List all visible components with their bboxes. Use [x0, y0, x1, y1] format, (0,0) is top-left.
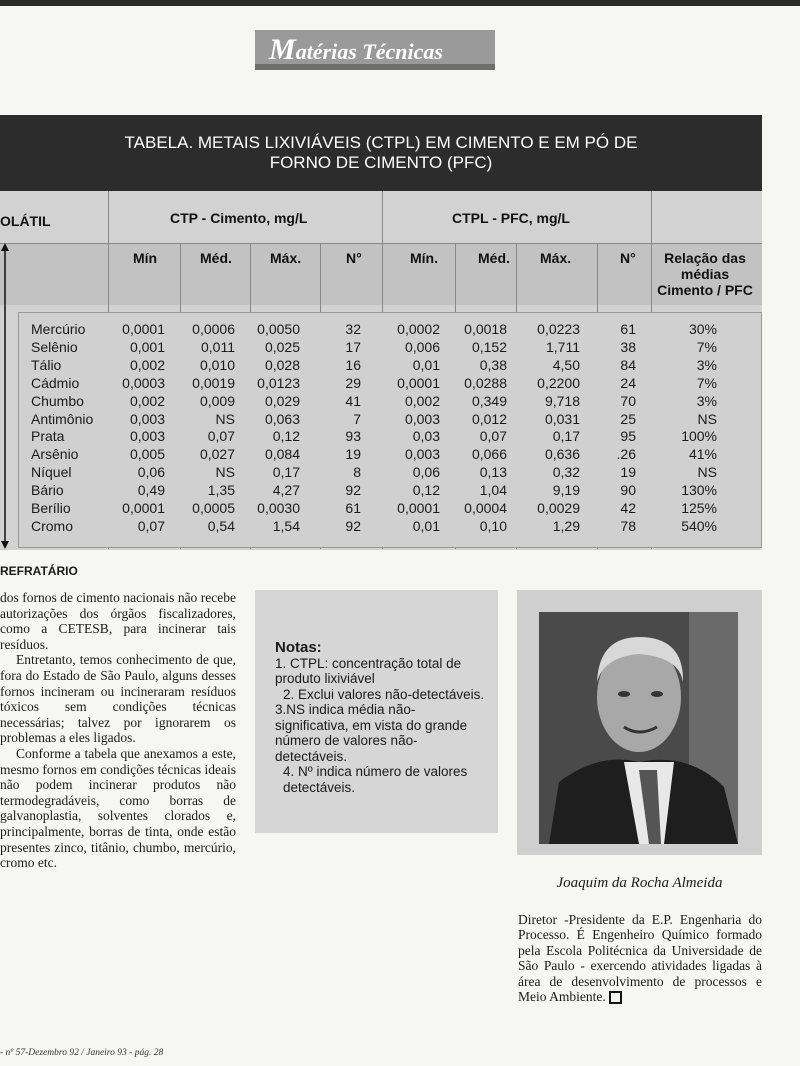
section-tag	[255, 30, 495, 70]
author-photo	[539, 612, 738, 844]
table-cell: 24	[620, 374, 636, 391]
metal-name: Selênio	[31, 338, 78, 355]
table-cell: 0,0006	[192, 321, 235, 337]
table-cell: 61	[620, 321, 636, 337]
table-cell: 7%	[696, 338, 717, 355]
table-cell: 0,009	[199, 392, 235, 409]
article-paragraph: dos fornos de cimento nacionais não recebe autorizações dos órgãos fiscalizadores, como a CETESB, para incinerar tais resíduos.	[0, 590, 236, 652]
author-bio	[518, 912, 762, 1004]
note-3: 3.NS indica média não-significativa, em vista do grande número de valores não-detectáveis.	[275, 702, 468, 764]
table-cell: 95	[620, 428, 636, 445]
table-cell: 1,29	[552, 517, 580, 534]
table-cell: 0,01	[412, 356, 440, 373]
table-row	[0, 482, 762, 500]
table-cell: 0,011	[201, 338, 235, 355]
table-cell: 1,35	[207, 482, 235, 499]
col-header-ratio: Relação das médias Cimento / PFC	[657, 250, 753, 298]
table-cell: 9,718	[544, 392, 580, 409]
section-tag-initial: M	[269, 33, 296, 66]
article-paragraph: Entretanto, temos conhecimento de que, fora do Estado de São Paulo, alguns desses fornos incineram ou incineraram resíduos tóxicos sem condições técnicas necessárias; talvez por ignorarem os problemas a eles ligados.	[0, 652, 236, 746]
table-cell: 0,10	[479, 517, 507, 534]
table-cell: 92	[345, 517, 361, 534]
metal-name: Tálio	[31, 356, 62, 373]
table-cell: 8	[353, 464, 361, 481]
table-cell: 0,005	[129, 446, 165, 463]
table-cell: 61	[345, 500, 361, 516]
table-cell: 29	[345, 374, 361, 391]
table-row	[0, 339, 762, 357]
table-cell: 0,0001	[122, 500, 165, 516]
metal-name: Cromo	[31, 517, 74, 534]
table-cell: 19	[345, 446, 361, 463]
table-cell: .26	[616, 446, 636, 463]
table-cell: 0,0123	[257, 374, 300, 391]
table-cell: 0,0029	[537, 500, 580, 516]
article-body	[0, 590, 236, 871]
note-2: 2. Exclui valores não-detectáveis.	[283, 686, 485, 702]
table-cell: 7%	[696, 374, 717, 391]
table-cell: 0,03	[412, 428, 440, 445]
table-cell: 1,54	[272, 517, 300, 534]
table-cell: 19	[620, 464, 636, 481]
table-cell: 0,084	[264, 446, 300, 463]
table-cell: NS	[215, 464, 235, 481]
table-cell: 0,002	[129, 356, 165, 373]
table-cell: 70	[620, 392, 636, 409]
table-cell: 0,003	[404, 446, 440, 463]
table-cell: 0,01	[412, 517, 440, 534]
table-cell: 0,12	[412, 482, 440, 499]
table-cell: 0,152	[471, 338, 507, 355]
table-cell: 0,0223	[537, 321, 580, 337]
table-cell: 0,0005	[192, 500, 235, 516]
table-cell: 540%	[681, 517, 717, 534]
table-cell: 0,029	[264, 392, 300, 409]
table-cell: NS	[215, 410, 235, 427]
left-header: OLÁTIL	[0, 213, 51, 229]
table-cell: 0,0004	[464, 500, 507, 516]
table-cell: 0,0050	[257, 321, 300, 337]
table-title	[0, 115, 762, 191]
table-row	[0, 428, 762, 446]
table-cell: 3%	[696, 356, 717, 373]
table-cell: 0,006	[404, 338, 440, 355]
table-cell: 4,27	[272, 482, 300, 499]
table-cell: 0,13	[479, 464, 507, 481]
table-cell: 16	[345, 356, 361, 373]
table-cell: 0,0018	[464, 321, 507, 337]
table-cell: NS	[697, 410, 717, 427]
col-header-min-1: Mín	[133, 250, 158, 266]
table-cell: 0,0001	[397, 374, 440, 391]
article-paragraph: Conforme a tabela que anexamos a este, mesmo fornos em condições técnicas ideais não podem incinerar produtos não termodegradáveis, como borras de galvanoplastia, solventes clorados e, principalmente, borras de tinta, onde estão presentes zinco, titânio, chumbo, mercúrio, cromo etc.	[0, 745, 236, 871]
table-cell: 41	[345, 392, 361, 409]
table-cell: 0,002	[404, 392, 440, 409]
col-header-max-1: Máx.	[270, 250, 302, 266]
table-cell: 0,002	[129, 392, 165, 409]
table-row	[0, 446, 762, 464]
author-bio-text: Diretor -Presidente da E.P. Engenharia do Processo. É Engenheiro Químico formado pela Escola Politécnica da Universidade de São Paulo - exercendo atividades ligadas à área de desenvolvimento de processos e Meio Ambiente.	[518, 912, 762, 1005]
metal-name: Bário	[31, 482, 64, 499]
table-cell: 9,19	[552, 482, 580, 499]
table-cell: 30%	[688, 321, 717, 337]
notes-box	[255, 590, 498, 833]
col-header-max-2: Máx.	[540, 250, 572, 266]
table-cell: 0,07	[207, 428, 235, 445]
note-1: 1. CTPL: concentração total de produto lixiviável	[275, 655, 462, 686]
table-cell: 0,54	[207, 517, 235, 534]
table-cell: 0,17	[552, 428, 580, 445]
table-cell: 78	[620, 517, 636, 534]
table-cell: 0,06	[412, 464, 440, 481]
table-cell: 0,001	[129, 338, 165, 355]
table-cell: 25	[620, 410, 636, 427]
table-cell: 0,06	[137, 464, 165, 481]
notes-title: Notas:	[275, 639, 322, 656]
table-cell: 0,0001	[122, 321, 165, 337]
table-cell: 0,0003	[122, 374, 165, 391]
metal-name: Arsênio	[31, 446, 79, 463]
table-cell: 90	[620, 482, 636, 499]
table-cell: 0,0030	[257, 500, 300, 516]
table-cell: 4,50	[552, 356, 580, 373]
table-cell: 0,027	[199, 446, 235, 463]
metal-name: Prata	[31, 428, 65, 445]
table-row	[0, 500, 762, 518]
group-header-pfc: CTPL - PFC, mg/L	[452, 210, 570, 226]
article-subheading: REFRATÁRIO	[0, 564, 78, 578]
col-header-n-1: N°	[346, 250, 362, 266]
table-row	[0, 393, 762, 411]
table-cell: NS	[697, 464, 717, 481]
table-cell: 0,025	[264, 338, 300, 355]
table-cell: 125%	[681, 500, 717, 516]
table-row	[0, 375, 762, 393]
table-cell: 0,0001	[397, 500, 440, 516]
table-cell: 0,49	[137, 482, 165, 499]
table-cell: 0,003	[129, 428, 165, 445]
col-header-min-2: Mín.	[410, 250, 438, 266]
table-cell: 0,0288	[464, 374, 507, 391]
table-cell: 93	[345, 428, 361, 445]
table-cell: 0,063	[264, 410, 300, 427]
metal-name: Berílio	[31, 500, 71, 516]
top-border	[0, 0, 800, 6]
author-name: Joaquim da Rocha Almeida	[556, 875, 723, 891]
col-header-n-2: N°	[620, 250, 636, 266]
table-row	[0, 518, 762, 536]
table-cell: 92	[345, 482, 361, 499]
table-cell: 0,031	[544, 410, 580, 427]
table-cell: 42	[620, 500, 636, 516]
table-cell: 0,17	[272, 464, 300, 481]
table-cell: 100%	[681, 428, 717, 445]
table-cell: 0,38	[479, 356, 507, 373]
column-header-band	[0, 243, 762, 305]
table-cell: 1,04	[479, 482, 507, 499]
table-cell: 0,003	[404, 410, 440, 427]
table-cell: 0,003	[129, 410, 165, 427]
table-cell: 38	[620, 338, 636, 355]
table-row	[0, 321, 762, 339]
table-cell: 0,12	[272, 428, 300, 445]
page-footer: - nº 57-Dezembro 92 / Janeiro 93 - pág. 28	[0, 1048, 164, 1058]
table-title-text: TABELA. METAIS LIXIVIÁVEIS (CTPL) EM CIMENTO E EM PÓ DE FORNO DE CIMENTO (PFC)	[124, 133, 638, 172]
table-cell: 0,32	[552, 464, 580, 481]
table-cell: 0,07	[479, 428, 507, 445]
table-row	[0, 357, 762, 375]
table-cell: 1,711	[546, 338, 580, 355]
table-cell: 0,012	[471, 410, 507, 427]
table-cell: 0,636	[544, 446, 580, 463]
table-cell: 84	[620, 356, 636, 373]
note-4: 4. Nº indica número de valores detectáveis.	[283, 764, 468, 795]
section-tag-text: atérias Técnicas	[295, 39, 443, 64]
metal-name: Mercúrio	[31, 321, 86, 337]
table-cell: 0,07	[137, 517, 165, 534]
table-cell: 0,349	[471, 392, 507, 409]
table-cell: 130%	[681, 482, 717, 499]
metal-name: Cádmio	[31, 374, 80, 391]
group-header-cimento: CTP - Cimento, mg/L	[170, 210, 308, 226]
table-cell: 3%	[696, 392, 717, 409]
col-header-med-2: Méd.	[478, 250, 510, 266]
table-cell: 41%	[688, 446, 717, 463]
table-cell: 0,010	[199, 356, 235, 373]
metal-name: Antimônio	[31, 410, 94, 427]
table-cell: 0,028	[264, 356, 300, 373]
col-header-med-1: Méd.	[200, 250, 232, 266]
table-cell: 0,0002	[397, 321, 440, 337]
divider	[0, 243, 762, 244]
table-cell: 7	[353, 410, 361, 427]
table-cell: 0,0019	[192, 374, 235, 391]
table-cell: 17	[345, 338, 361, 355]
table-row	[0, 464, 762, 482]
metal-name: Chumbo	[31, 392, 84, 409]
metal-name: Níquel	[31, 464, 72, 481]
table-row	[0, 411, 762, 429]
end-mark-icon	[609, 991, 622, 1004]
table-cell: 32	[345, 321, 361, 337]
table-cell: 0,066	[471, 446, 507, 463]
table-cell: 0,2200	[537, 374, 580, 391]
